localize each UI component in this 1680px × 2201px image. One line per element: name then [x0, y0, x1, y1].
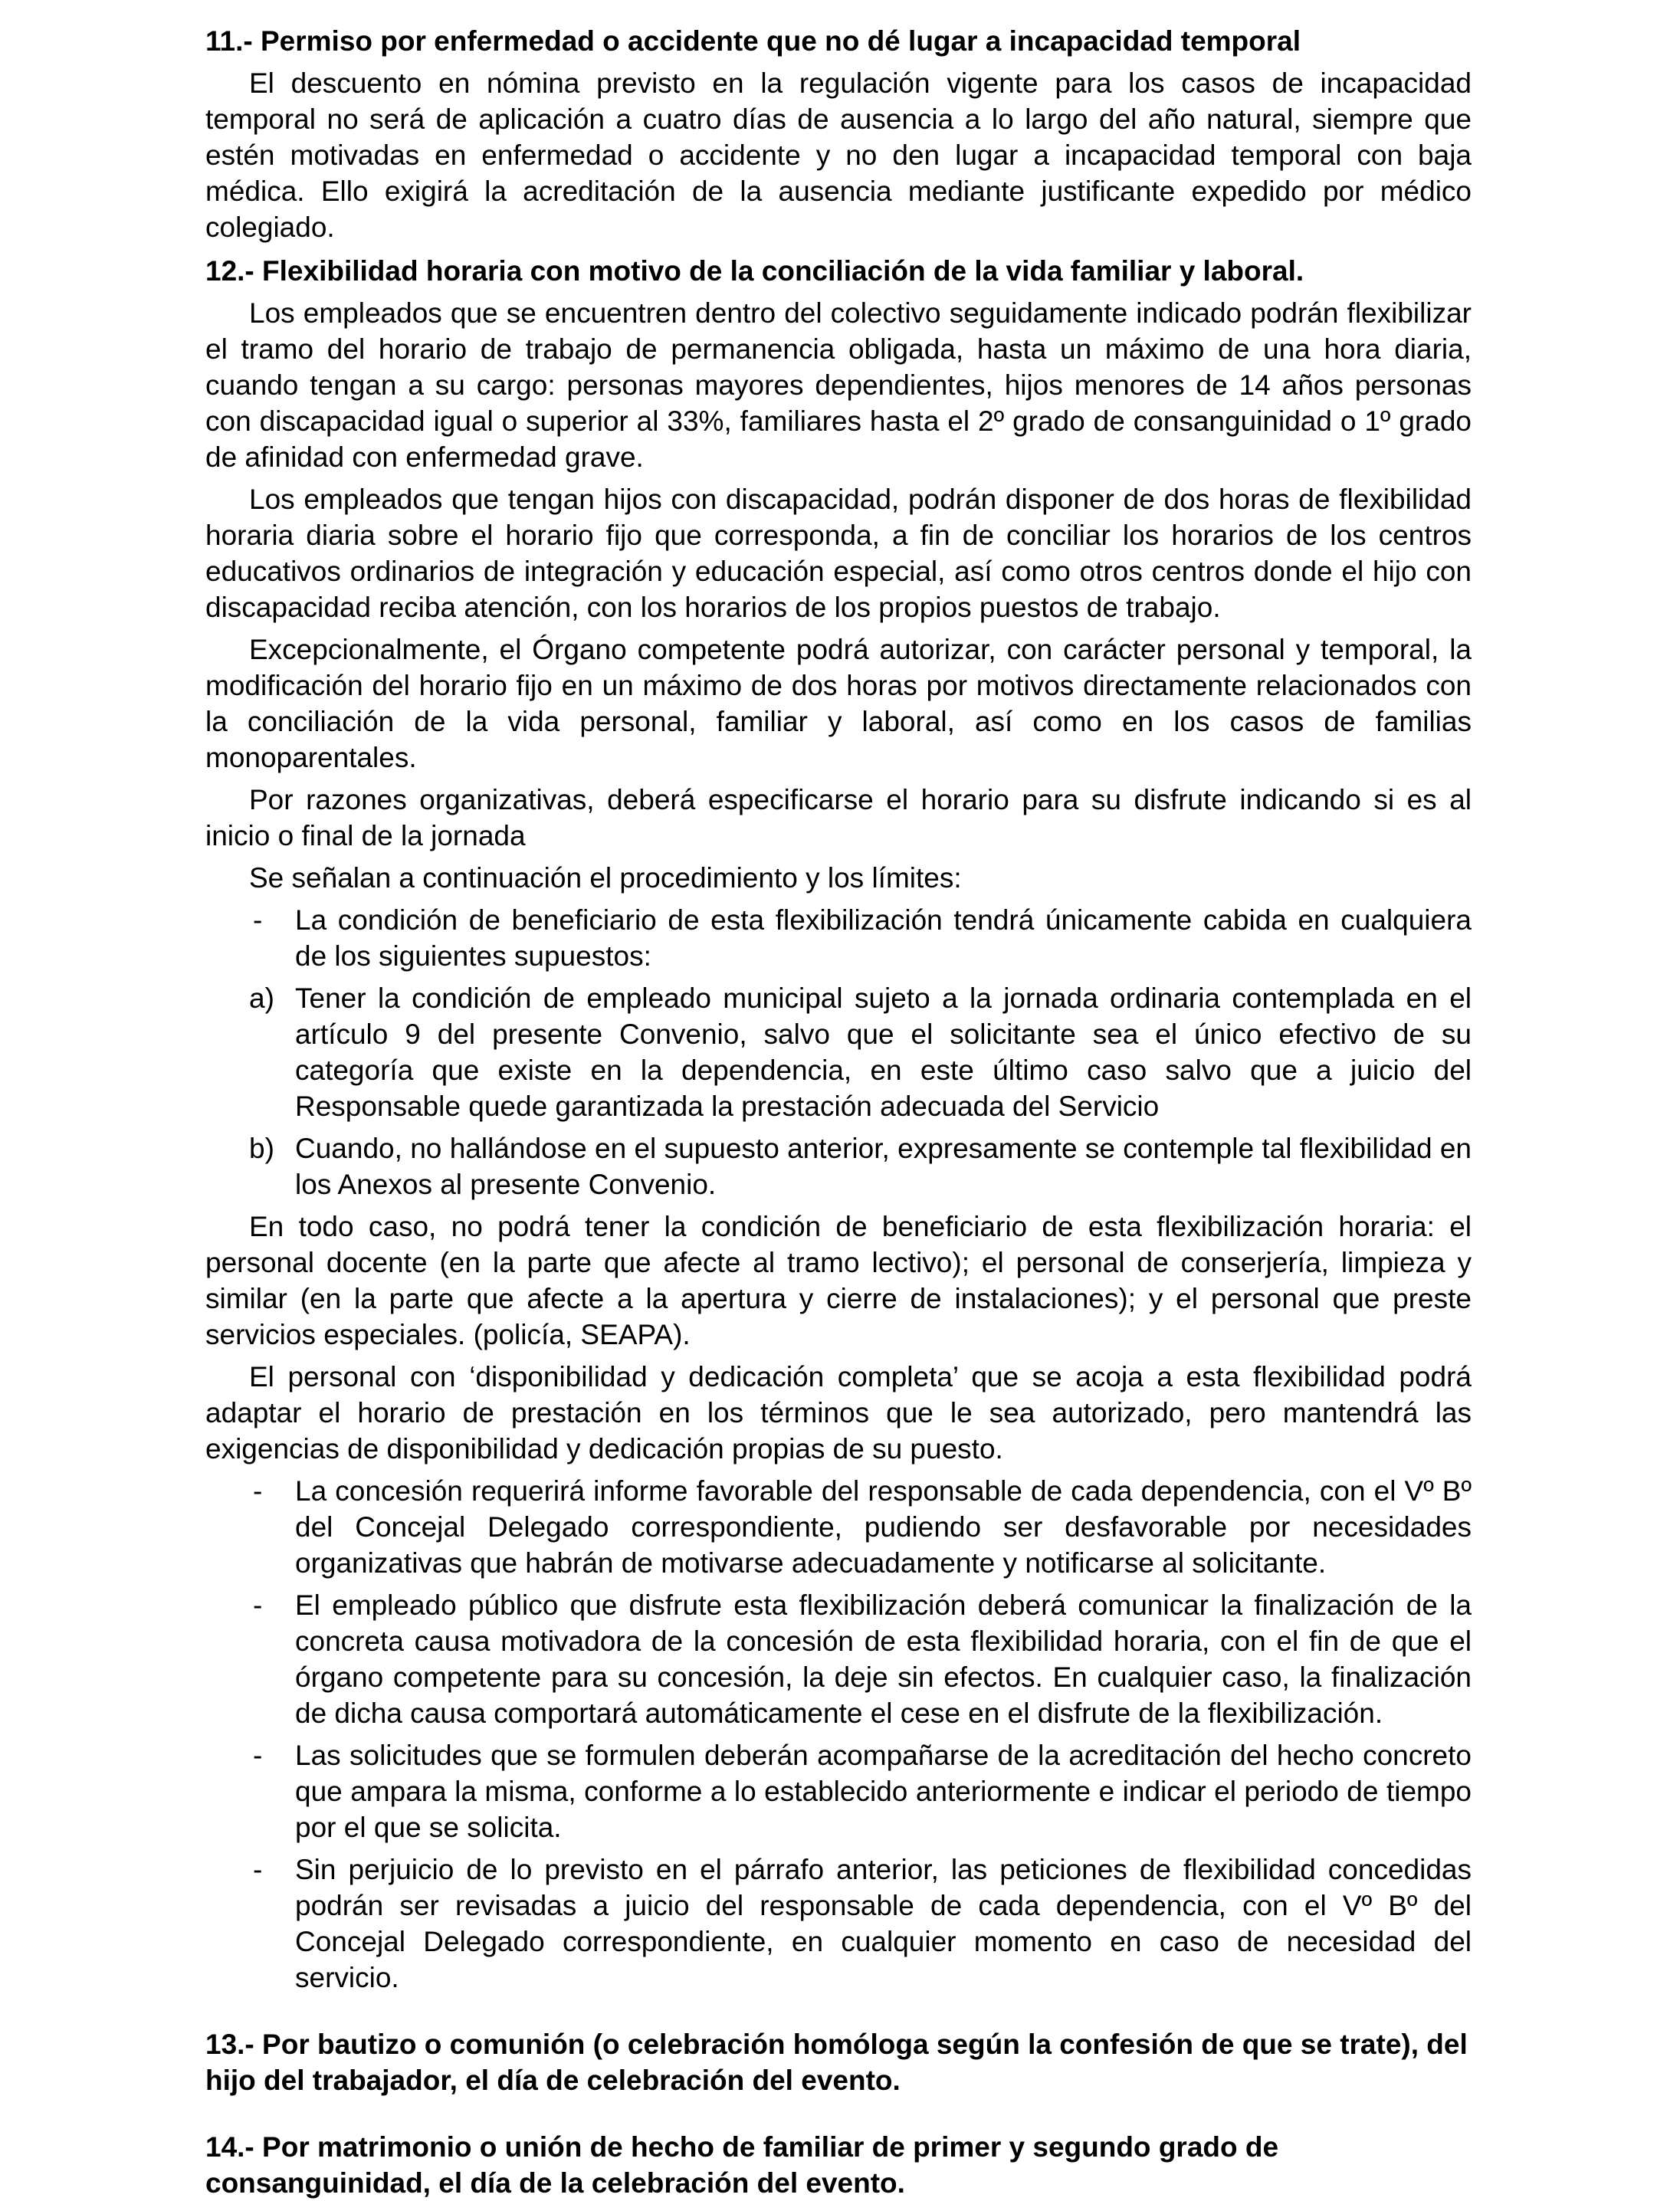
dash-bullet: -: [253, 1475, 263, 1507]
list-item-text: Cuando, no hallándose en el supuesto anterior, expresamente se contemple tal flexibilidad en los Anexos al presente Convenio.: [295, 1133, 1472, 1200]
letter-b-marker: b): [249, 1133, 274, 1164]
list-item-beneficiary-condition: [205, 902, 1472, 974]
paragraph-full-dedication-staff: El personal con ‘disponibilidad y dedicación completa’ que se acoja a esta flexibilidad podrá adaptar el horario de prestación en los términos que le sea autorizado, pero mantendrá las exigencias de disponibilidad y dedicación propias de su puesto.: [205, 1361, 1472, 1465]
dash-bullet: -: [253, 1854, 263, 1885]
list-item-text: Las solicitudes que se formulen deberán acompañarse de la acreditación del hecho concreto que ampara la misma, conforme a lo establecido anteriormente e indicar el periodo de tiempo por el que se solicita.: [295, 1740, 1472, 1843]
list-item-text: Tener la condición de empleado municipal sujeto a la jornada ordinaria contemplada en el artículo 9 del presente Convenio, salvo que el solicitante sea el único efectivo de su categoría que existe en la dependencia, en este último caso salvo que a juicio del Responsable quede garantizada la prestación adecuada del Servicio: [295, 982, 1472, 1122]
list-item-concession-report: [205, 1473, 1472, 1581]
list-item-b: [205, 1130, 1472, 1202]
list-item-a: [205, 980, 1472, 1124]
list-item-revision-of-petitions: [205, 1852, 1472, 1996]
list-item-text: La concesión requerirá informe favorable del responsable de cada dependencia, con el Vº Bº del Concejal Delegado correspondiente, pudiendo ser desfavorable por necesidades organizativas que habrán de motivarse adecuadamente y notificarse al solicitante.: [295, 1475, 1472, 1579]
paragraph-flex-exceptional: Excepcionalmente, el Órgano competente podrá autorizar, con carácter personal y temporal, la modificación del horario fijo en un máximo de dos horas por motivos directamente relacionados con la conciliación de la vida personal, familiar y laboral, así como en los casos de familias monoparentales.: [205, 634, 1472, 773]
paragraph-sick-leave: El descuento en nómina previsto en la regulación vigente para los casos de incapacidad temporal no será de aplicación a cuatro días de ausencia a lo largo del año natural, siempre que estén motivadas en enfermedad o accidente y no den lugar a incapacidad temporal con baja médica. Ello exigirá la acreditación de la ausencia mediante justificante expedido por médico colegiado.: [205, 67, 1472, 243]
paragraph-procedure-intro: Se señalan a continuación el procedimiento y los límites:: [249, 862, 962, 894]
list-item-text: El empleado público que disfrute esta flexibilización deberá comunicar la finalización de la concreta causa motivadora de la concesión de esta flexibilidad horaria, con el fin de que el órgano competente para su concesión, la deje sin efectos. En cualquier caso, la finalización de dicha causa comportará automáticamente el cese en el disfrute de la flexibilización.: [295, 1589, 1472, 1729]
list-item-text: Sin perjuicio de lo previsto en el párrafo anterior, las peticiones de flexibilidad concedidas podrán ser revisadas a juicio del responsable de cada dependencia, con el Vº Bº del Concejal Delegado correspondiente, en cualquier momento en caso de necesidad del servicio.: [295, 1854, 1472, 1993]
list-item-request-accreditation: [205, 1737, 1472, 1845]
paragraph-flex-disabled-children: Los empleados que tengan hijos con discapacidad, podrán disponer de dos horas de flexibilidad horaria diaria sobre el horario fijo que corresponda, a fin de conciliar los horarios de los centros educativos ordinarios de integración y educación especial, así como otros centros donde el hijo con discapacidad reciba atención, con los horarios de los propios puestos de trabajo.: [205, 484, 1472, 623]
list-item-text: La condición de beneficiario de esta flexibilización tendrá únicamente cabida en cualquiera de los siguientes supuestos:: [295, 904, 1472, 972]
paragraph-excluded-staff: En todo caso, no podrá tener la condición de beneficiario de esta flexibilización horaria: el personal docente (en la parte que afecte al tramo lectivo); el personal de conserjería, limpieza y similar (en la parte que afecte a la apertura y cierre de instalaciones); y el personal que preste servicios especiales. (policía, SEAPA).: [205, 1211, 1472, 1350]
section-heading-14: 14.- Por matrimonio o unión de hecho de familiar de primer y segundo grado de consanguinidad, el día de la celebración del evento.: [205, 2131, 1279, 2199]
dash-bullet: -: [253, 904, 263, 936]
dash-bullet: -: [253, 1740, 263, 1771]
letter-a-marker: a): [249, 982, 274, 1014]
list-item-end-of-cause: [205, 1587, 1472, 1731]
paragraph-flex-collective: Los empleados que se encuentren dentro del colectivo seguidamente indicado podrán flexibilizar el tramo del horario de trabajo de permanencia obligada, hasta un máximo de una hora diaria, cuando tengan a su cargo: personas mayores dependientes, hijos menores de 14 años personas con discapacidad igual o superior al 33%, familiares hasta el 2º grado de consanguinidad o 1º grado de afinidad con enfermedad grave.: [205, 297, 1472, 473]
section-heading-12: 12.- Flexibilidad horaria con motivo de la conciliación de la vida familiar y laboral.: [205, 255, 1304, 287]
dash-bullet: -: [253, 1589, 263, 1621]
section-heading-11: 11.- Permiso por enfermedad o accidente que no dé lugar a incapacidad temporal: [205, 25, 1301, 57]
paragraph-flex-schedule-reasons: Por razones organizativas, deberá especificarse el horario para su disfrute indicando si es al inicio o final de la jornada: [205, 784, 1472, 851]
section-heading-13: 13.- Por bautizo o comunión (o celebración homóloga según la confesión de que se trate), del hijo del trabajador, el día de celebración del evento.: [205, 2029, 1468, 2096]
